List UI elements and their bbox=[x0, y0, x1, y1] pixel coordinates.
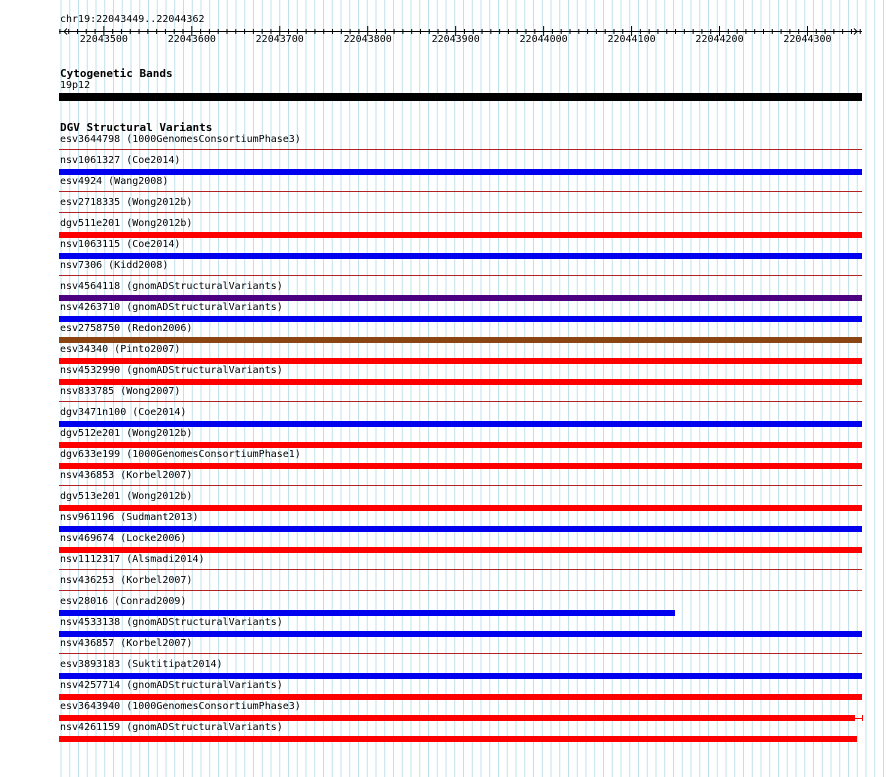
cytoband-bar[interactable] bbox=[59, 93, 862, 101]
dgv-feature-label[interactable]: dgv512e201 (Wong2012b) bbox=[60, 428, 193, 439]
dgv-feature-bar[interactable] bbox=[59, 169, 862, 175]
region-coordinate: chr19:22043449..22044362 bbox=[60, 14, 205, 25]
ruler-tick-label: 22043500 bbox=[79, 34, 128, 45]
dgv-feature-line[interactable] bbox=[59, 191, 862, 192]
dgv-feature-label[interactable]: nsv4564118 (gnomADStructuralVariants) bbox=[60, 281, 283, 292]
dgv-feature-label[interactable]: nsv4533138 (gnomADStructuralVariants) bbox=[60, 617, 283, 628]
dgv-feature-label[interactable]: nsv961196 (Sudmant2013) bbox=[60, 512, 199, 523]
dgv-feature-label[interactable]: esv3643940 (1000GenomesConsortiumPhase3) bbox=[60, 701, 301, 712]
dgv-feature-label[interactable]: esv28016 (Conrad2009) bbox=[60, 596, 187, 607]
dgv-feature-label[interactable]: nsv436853 (Korbel2007) bbox=[60, 470, 193, 481]
dgv-feature-bar[interactable] bbox=[59, 421, 862, 427]
dgv-feature-label[interactable]: esv2758750 (Redon2006) bbox=[60, 323, 193, 334]
dgv-feature-label[interactable]: nsv1061327 (Coe2014) bbox=[60, 155, 181, 166]
ruler-tick-label: 22044100 bbox=[607, 34, 656, 45]
cytoband-label: 19p12 bbox=[60, 80, 91, 91]
dgv-feature-line[interactable] bbox=[59, 590, 862, 591]
dgv-feature-label[interactable]: esv2718335 (Wong2012b) bbox=[60, 197, 193, 208]
dgv-feature-whisker-cap bbox=[862, 715, 863, 721]
dgv-feature-line[interactable] bbox=[59, 212, 862, 213]
ruler-tick-label: 22044200 bbox=[695, 34, 744, 45]
dgv-feature-label[interactable]: dgv3471n100 (Coe2014) bbox=[60, 407, 187, 418]
dgv-feature-bar[interactable] bbox=[59, 232, 862, 238]
ruler-tick-label: 22043800 bbox=[343, 34, 392, 45]
dgv-feature-bar[interactable] bbox=[59, 358, 862, 364]
dgv-feature-label[interactable]: esv34340 (Pinto2007) bbox=[60, 344, 181, 355]
dgv-feature-label[interactable]: nsv1112317 (Alsmadi2014) bbox=[60, 554, 205, 565]
ruler-tick-label: 22043900 bbox=[431, 34, 480, 45]
dgv-feature-bar[interactable] bbox=[59, 442, 862, 448]
dgv-feature-bar[interactable] bbox=[59, 505, 862, 511]
dgv-feature-bar[interactable] bbox=[59, 526, 862, 532]
dgv-feature-bar[interactable] bbox=[59, 694, 862, 700]
ruler-tick-label: 22043600 bbox=[167, 34, 216, 45]
dgv-feature-label[interactable]: nsv436253 (Korbel2007) bbox=[60, 575, 193, 586]
dgv-feature-bar[interactable] bbox=[59, 547, 862, 553]
dgv-feature-label[interactable]: dgv511e201 (Wong2012b) bbox=[60, 218, 193, 229]
dgv-feature-bar[interactable] bbox=[59, 295, 862, 301]
dgv-feature-line[interactable] bbox=[59, 653, 862, 654]
dgv-feature-bar[interactable] bbox=[59, 631, 862, 637]
dgv-feature-label[interactable]: nsv1063115 (Coe2014) bbox=[60, 239, 181, 250]
dgv-feature-label[interactable]: nsv4263710 (gnomADStructuralVariants) bbox=[60, 302, 283, 313]
dgv-feature-bar[interactable] bbox=[59, 379, 862, 385]
dgv-feature-label[interactable]: esv3893183 (Suktitipat2014) bbox=[60, 659, 223, 670]
ruler-tick-label: 22044300 bbox=[783, 34, 832, 45]
ruler-tick-label: 22043700 bbox=[255, 34, 304, 45]
dgv-feature-bar[interactable] bbox=[59, 253, 862, 259]
dgv-feature-label[interactable]: esv4924 (Wang2008) bbox=[60, 176, 169, 187]
dgv-feature-label[interactable]: nsv469674 (Locke2006) bbox=[60, 533, 187, 544]
dgv-feature-label[interactable]: dgv513e201 (Wong2012b) bbox=[60, 491, 193, 502]
ruler-tick-label: 22044000 bbox=[519, 34, 568, 45]
dgv-feature-label[interactable]: nsv4261159 (gnomADStructuralVariants) bbox=[60, 722, 283, 733]
dgv-feature-label[interactable]: nsv4257714 (gnomADStructuralVariants) bbox=[60, 680, 283, 691]
dgv-feature-bar[interactable] bbox=[59, 715, 855, 721]
dgv-feature-label[interactable]: nsv7306 (Kidd2008) bbox=[60, 260, 169, 271]
dgv-feature-bar[interactable] bbox=[59, 610, 675, 616]
dgv-feature-label[interactable]: nsv4532990 (gnomADStructuralVariants) bbox=[60, 365, 283, 376]
dgv-feature-bar[interactable] bbox=[59, 337, 862, 343]
dgv-feature-line[interactable] bbox=[59, 275, 862, 276]
dgv-feature-label[interactable]: esv3644798 (1000GenomesConsortiumPhase3) bbox=[60, 134, 301, 145]
dgv-feature-line[interactable] bbox=[59, 149, 862, 150]
dgv-feature-line[interactable] bbox=[59, 401, 862, 402]
dgv-track-title: DGV Structural Variants bbox=[60, 121, 213, 134]
dgv-feature-label[interactable]: nsv436857 (Korbel2007) bbox=[60, 638, 193, 649]
dgv-feature-label[interactable]: nsv833785 (Wong2007) bbox=[60, 386, 181, 397]
dgv-feature-bar[interactable] bbox=[59, 316, 862, 322]
dgv-feature-line[interactable] bbox=[59, 485, 862, 486]
dgv-feature-line[interactable] bbox=[59, 569, 862, 570]
dgv-feature-bar[interactable] bbox=[59, 736, 857, 742]
cytoband-track-title: Cytogenetic Bands bbox=[60, 67, 173, 80]
dgv-feature-label[interactable]: dgv633e199 (1000GenomesConsortiumPhase1) bbox=[60, 449, 301, 460]
dgv-feature-bar[interactable] bbox=[59, 673, 862, 679]
dgv-feature-bar[interactable] bbox=[59, 463, 862, 469]
